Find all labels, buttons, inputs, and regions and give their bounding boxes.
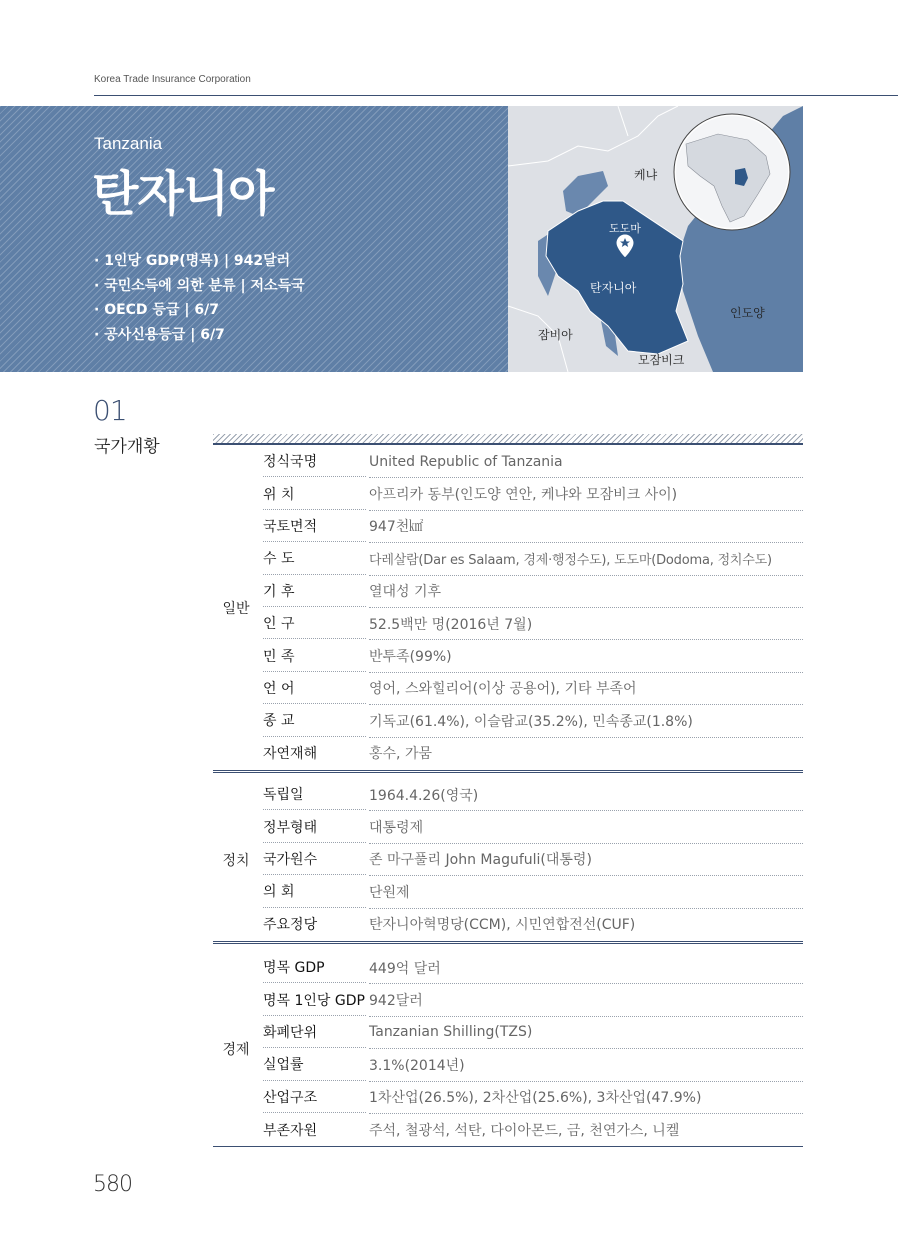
table-top-rule [213, 443, 803, 445]
row-key: 정식국명 [263, 446, 366, 477]
row-key: 기 후 [263, 576, 366, 607]
label-dodoma: 도도마 [609, 222, 641, 235]
country-name-ko: 탄자니아 [92, 166, 274, 222]
row-value: 947천㎢ [369, 511, 803, 543]
row-value: 기독교(61.4%), 이슬람교(35.2%), 민속종교(1.8%) [369, 705, 803, 737]
row-key: 산업구조 [263, 1082, 366, 1113]
page-number: 580 [93, 1172, 132, 1197]
row-value: 449억 달러 [369, 952, 803, 984]
row-key: 화폐단위 [263, 1017, 366, 1048]
table-row [213, 909, 803, 941]
row-key: 인 구 [263, 608, 366, 639]
table-row [213, 446, 803, 478]
label-kenya: 케냐 [634, 168, 658, 182]
table-row [213, 876, 803, 908]
row-value: 대통령제 [369, 811, 803, 843]
table-row [213, 1017, 803, 1049]
country-name-en: Tanzania [94, 134, 163, 153]
row-key: 언 어 [263, 673, 366, 704]
row-key: 실업률 [263, 1049, 366, 1080]
row-value: 존 마구풀리 John Magufuli(대통령) [369, 844, 803, 876]
info-group-politics [213, 779, 803, 941]
row-value: 다레살람(Dar es Salaam, 경제·행정수도), 도도마(Dodoma, 정치수도) [369, 543, 803, 575]
fact-income-class: · 국민소득에 의한 분류 | 저소득국 [94, 277, 305, 294]
row-value: 아프리카 동부(인도양 연안, 케냐와 모잠비크 사이) [369, 478, 803, 510]
table-bottom-rule [213, 1146, 803, 1147]
row-key: 주요정당 [263, 917, 318, 934]
group-separator [213, 770, 803, 773]
row-key: 부존자원 [263, 1122, 318, 1139]
info-group-economy [213, 952, 803, 1146]
label-indian-ocean: 인도양 [730, 306, 765, 320]
fact-credit-grade: · 공사신용등급 | 6/7 [94, 326, 225, 343]
info-group-general [213, 446, 803, 770]
row-value: United Republic of Tanzania [369, 446, 803, 478]
row-value: Tanzanian Shilling(TZS) [369, 1017, 803, 1049]
group-label-economy: 경제 [222, 1042, 250, 1058]
row-key: 의 회 [263, 876, 366, 907]
table-row [213, 1049, 803, 1081]
table-row [213, 608, 803, 640]
label-mozambique: 모잠비크 [638, 353, 685, 367]
row-key: 수 도 [263, 543, 366, 574]
row-key: 정부형태 [263, 811, 366, 842]
row-value: 탄자니아혁명당(CCM), 시민연합전선(CUF) [369, 917, 636, 934]
table-row [213, 640, 803, 672]
row-key: 국가원수 [263, 844, 366, 875]
table-row [213, 543, 803, 575]
group-separator [213, 941, 803, 944]
table-row [213, 576, 803, 608]
row-key: 국토면적 [263, 511, 366, 542]
fact-gdp-per-capita: · 1인당 GDP(명목) | 942달러 [94, 253, 291, 269]
table-row [213, 811, 803, 843]
row-value: 1차산업(26.5%), 2차산업(25.6%), 3차산업(47.9%) [369, 1082, 803, 1114]
table-row [213, 844, 803, 876]
row-key: 자연재해 [263, 746, 318, 763]
running-head: Korea Trade Insurance Corporation [94, 74, 251, 85]
row-value: 단원제 [369, 876, 803, 908]
section-title: 국가개황 [94, 437, 160, 457]
row-value: 52.5백만 명(2016년 7월) [369, 608, 803, 640]
row-value: 영어, 스와힐리어(이상 공용어), 기타 부족어 [369, 673, 803, 705]
row-value: 942달러 [369, 984, 803, 1016]
location-map [508, 106, 803, 372]
table-row [213, 779, 803, 811]
table-row [213, 1114, 803, 1146]
row-value: 1964.4.26(영국) [369, 779, 803, 811]
row-value: 홍수, 가뭄 [369, 746, 432, 763]
section-number: 01 [93, 394, 127, 427]
header-rule [94, 95, 898, 96]
table-row [213, 511, 803, 543]
table-row [213, 984, 803, 1016]
table-row [213, 738, 803, 770]
label-tanzania: 탄자니아 [590, 281, 637, 295]
row-value: 3.1%(2014년) [369, 1049, 803, 1081]
table-row [213, 952, 803, 984]
fact-oecd-grade: · OECD 등급 | 6/7 [94, 302, 219, 318]
key-facts-list [94, 250, 305, 348]
table-row [213, 705, 803, 737]
row-key: 위 치 [263, 478, 366, 509]
group-label-general: 일반 [222, 601, 250, 617]
row-value: 주석, 철광석, 석탄, 다이아몬드, 금, 천연가스, 니켈 [369, 1122, 680, 1139]
row-key: 독립일 [263, 779, 366, 810]
row-value: 열대성 기후 [369, 576, 803, 608]
table-row [213, 673, 803, 705]
row-key: 명목 GDP [263, 952, 366, 983]
row-key: 종 교 [263, 705, 366, 736]
row-key: 민 족 [263, 640, 366, 671]
group-label-politics: 정치 [222, 853, 250, 869]
table-row [213, 478, 803, 510]
table-row [213, 1082, 803, 1114]
row-value: 반투족(99%) [369, 640, 803, 672]
row-key: 명목 1인당 GDP [263, 984, 366, 1015]
label-zambia: 잠비아 [538, 328, 573, 342]
table-top-hatch [213, 434, 803, 443]
